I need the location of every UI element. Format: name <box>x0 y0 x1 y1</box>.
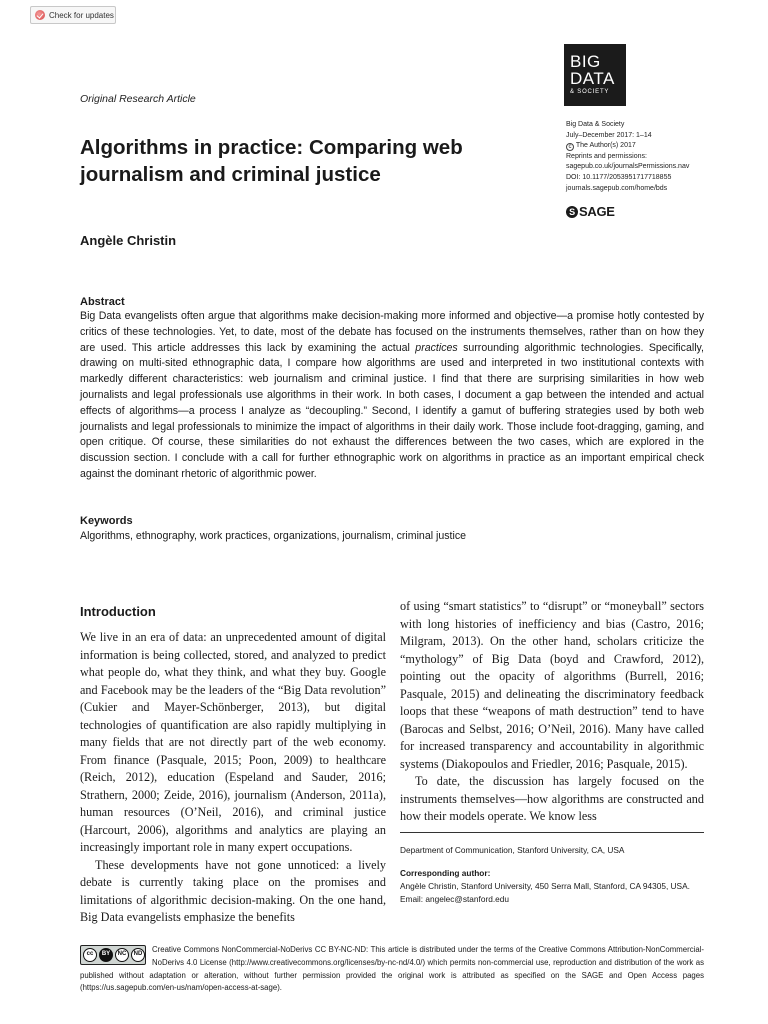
introduction-heading: Introduction <box>80 604 156 619</box>
journal-logo <box>564 44 626 106</box>
check-for-updates-label: Check for updates <box>49 10 114 20</box>
keywords-list: Algorithms, ethnography, work practices, organizations, journalism, criminal justice <box>80 530 467 542</box>
corresponding-author-heading: Corresponding author: <box>400 868 491 878</box>
journal-info <box>566 120 756 194</box>
journal-name: Big Data & Society <box>566 121 625 128</box>
footnote-divider <box>400 832 704 833</box>
body-paragraph: These developments have not gone unnoticed: a lively debate is currently taking place on the promises and limitations of algorithmic decision-making. On the one hand, Big Data evangelists emphasize the benefits <box>80 857 386 924</box>
journal-url-link[interactable]: journals.sagepub.com/home/bds <box>566 184 668 192</box>
abstract-text <box>80 309 704 483</box>
check-for-updates-button[interactable] <box>30 6 116 24</box>
logo-line-data: DATA <box>570 69 615 88</box>
journal-copyright <box>566 141 756 152</box>
cc-by-icon: BY <box>99 948 113 962</box>
cc-nc-icon: NC <box>115 948 129 962</box>
logo-line-society: & SOCIETY <box>570 89 610 95</box>
permissions-link[interactable]: sagepub.co.uk/journalsPermissions.nav <box>566 163 690 171</box>
author-name: Angèle Christin <box>80 233 177 248</box>
publisher-logo <box>566 204 615 219</box>
corresponding-address: Angèle Christin, Stanford University, 450 Serra Mall, Stanford, CA 94305, USA. <box>400 881 690 891</box>
reprints-label: Reprints and permissions: <box>566 152 647 160</box>
abstract-text-part1: Big Data evangelists often argue that algorithms make decision-making more informed and objective—a promise hotly contested by critics of these technologies. Yet, to date, most of the debate has focused on the instruments themselves, rather than on how they are used. This article addresses this lack by examining the actual <box>80 310 704 354</box>
abstract-heading: Abstract <box>80 296 125 308</box>
cc-license-badge[interactable] <box>80 945 146 965</box>
body-paragraph: of using “smart statistics” to “disrupt” or “moneyball” sectors with long histories of inefficiency and bias (Castro, 2016; Milgram, 2013). On the other hand, scholars criticize the “mythology” of Big Data (boyd and Crawford, 2012), pointing out the opacity of algorithms (Burrell, 2016; Pasquale, 2015) and delineating the discriminatory feedback loops that these “weapons of math destruction” tend to have (Barocas and Selbst, 2016; O’Neil, 2016). Many have called for increased transparency and accountability in algorithmic systems (Diakopoulos and Friedler, 2016; Pasquale, 2015). <box>400 599 704 771</box>
license-notice <box>80 944 704 995</box>
keywords-heading: Keywords <box>80 515 133 527</box>
body-paragraph: To date, the discussion has largely focused on the instruments themselves—how algorithms are constructed and how their models operate. We know less <box>400 774 704 823</box>
corresponding-author-details <box>400 880 704 905</box>
copyright-text: The Author(s) 2017 <box>575 142 636 150</box>
doi-link[interactable]: DOI: 10.1177/2053951717718855 <box>566 173 672 181</box>
logo-line-big: BIG <box>570 52 601 71</box>
sage-s-icon: S <box>566 206 578 218</box>
cc-nd-icon: ND <box>131 948 145 962</box>
body-column-right <box>400 598 704 826</box>
license-text: Creative Commons NonCommercial-NoDerivs CC BY-NC-ND: This article is distributed under the terms of the Creative Commons Attribution-NonCommercial-NoDerivs 4.0 License (http://www.creativecommons.org/licenses/by-nc-nd/4.0/) which permits non-commercial use, reproduction and distribution of the work as published without adaptation or alteration, without further permission provided the original work is attributed as specified on the SAGE and Open Access pages (https://us.sagepub.com/en-us/nam/open-access-at-sage). <box>80 945 704 993</box>
body-paragraph: We live in an era of data: an unprecedented amount of digital information is being collected, stored, and analyzed to predict what people do, what they think, and what they buy. Google and Facebook may be the leaders of the “Big Data revolution” (Cukier and Mayer-Schönberger, 2013), but digital technologies of quantification are also rapidly multiplying in many fields that are not directly part of the web economy. From finance (Pasquale, 2015; Poon, 2009) to healthcare (Reich, 2012), education (Espeland and Sauder, 2016; Strathern, 2000; Zeide, 2016), journalism (Anderson, 2011a), human resources (O’Neil, 2016), and criminal justice (Harcourt, 2006), algorithms and analytics are playing an increasingly important role in many expert occupations. <box>80 630 386 854</box>
check-icon <box>35 10 45 20</box>
body-column-left <box>80 629 386 927</box>
abstract-italic-term: practices <box>415 341 458 354</box>
abstract-text-part2: surrounding algorithmic technologies. Specifically, drawing on multi-sited ethnographic data, I compare how algorithms are used and interpreted in two institutional contexts with markedly different characteristics: web journalism and criminal justice. I find that there are surprising similarities in how web journalists and legal professionals use algorithms in their work. In both cases, I document a gap between the intended and actual effects of algorithms—a process I analyze as “decoupling.” Second, I identify a gamut of buffering strategies used by both web journalists and legal professionals to minimize the impact of algorithms in their daily work. Those include foot-dragging, gaming, and open critique. Of course, these similarities do not exhaust the differences between the two cases, which are explored in the discussion section. I conclude with a call for further ethnographic work on algorithms in practice as an important empirical check against the dominant rhetoric of algorithmic power. <box>80 341 704 480</box>
cc-icon: cc <box>83 948 97 962</box>
affiliation-footnote: Department of Communication, Stanford University, CA, USA <box>400 845 625 855</box>
copyright-icon: c <box>566 143 574 151</box>
corresponding-email[interactable]: Email: angelec@stanford.edu <box>400 893 509 904</box>
publisher-name: SAGE <box>579 204 615 219</box>
article-type: Original Research Article <box>80 93 196 105</box>
article-title: Algorithms in practice: Comparing web journalism and criminal justice <box>80 136 463 186</box>
journal-issue: July–December 2017: 1–14 <box>566 131 652 139</box>
